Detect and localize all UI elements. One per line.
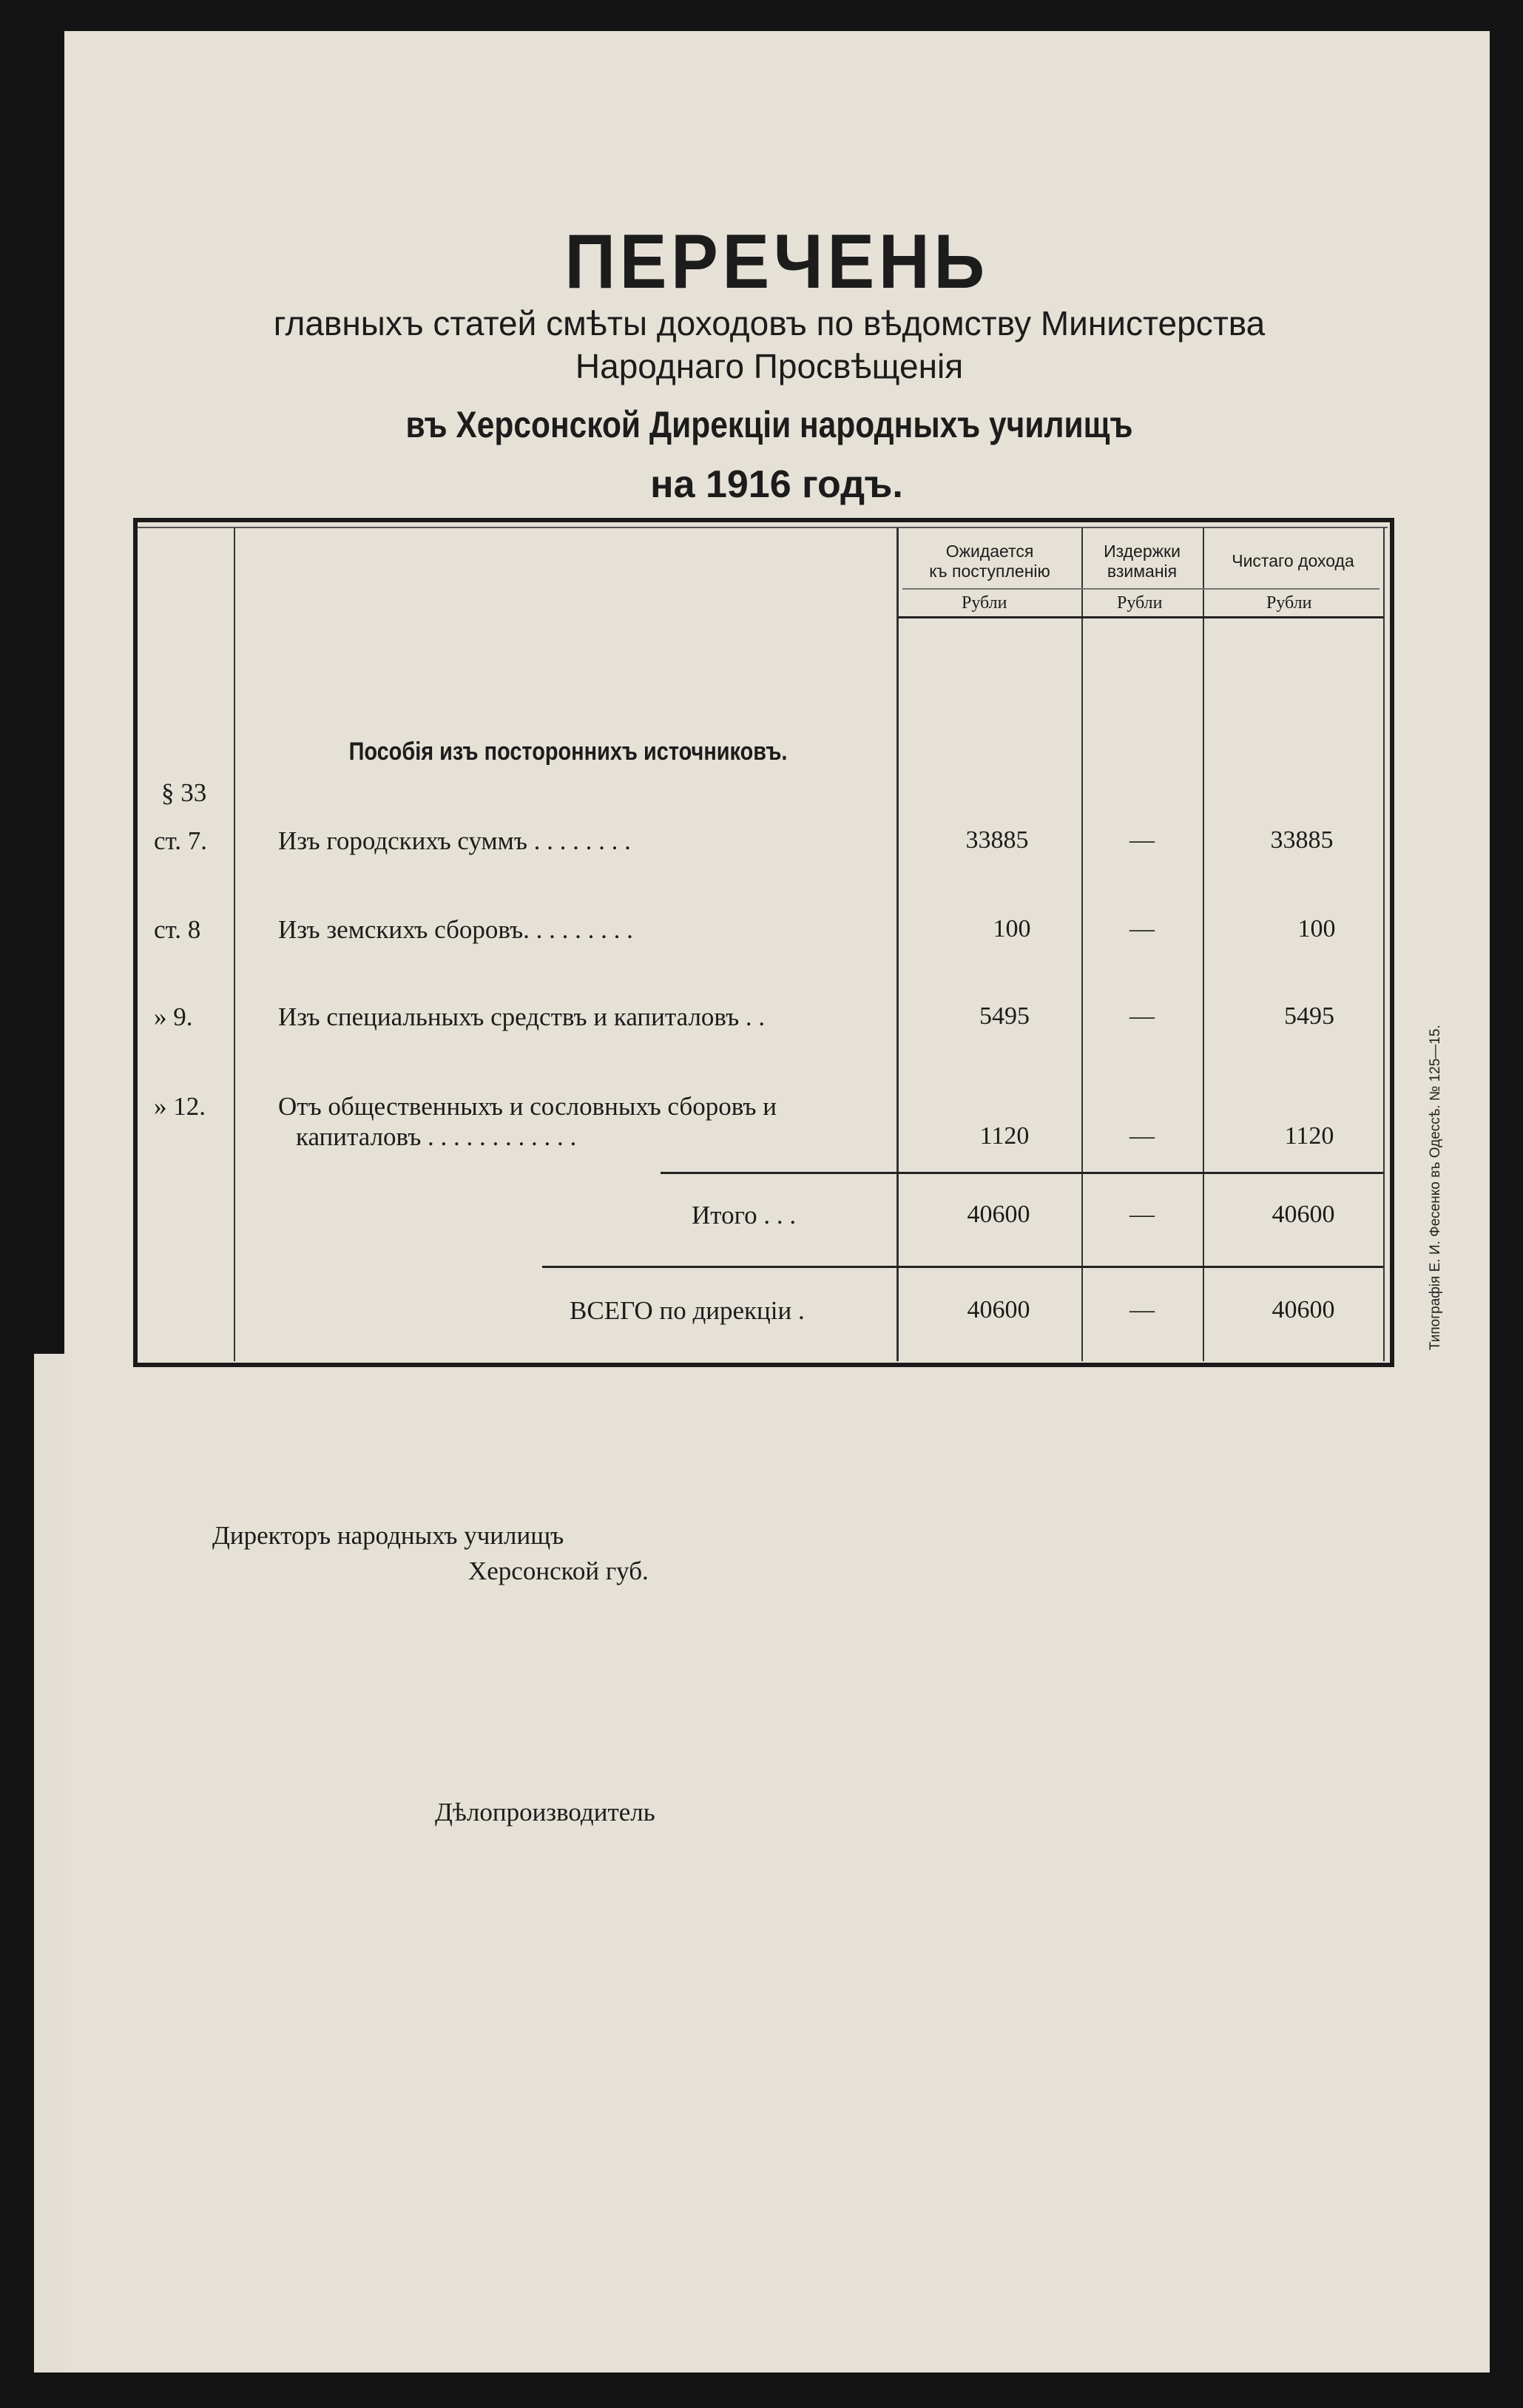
row-net: 5495 bbox=[1284, 1002, 1334, 1030]
director-signature-line-1: Директоръ народныхъ училищъ bbox=[212, 1521, 564, 1550]
col-header-net: Чистаго дохода bbox=[1232, 551, 1354, 570]
total-costs: — bbox=[1129, 1296, 1155, 1323]
row-net: 100 bbox=[1297, 915, 1336, 942]
subtitle-line-2: Народнаго Просвѣщенія bbox=[575, 347, 964, 385]
divider bbox=[661, 1172, 1383, 1174]
row-label: Изъ земскихъ сборовъ. . . . . . . . . bbox=[278, 915, 633, 944]
director-signature-line-2: Херсонской губ. bbox=[468, 1557, 649, 1585]
divider bbox=[896, 527, 899, 1361]
subtotal-label: Итого . . . bbox=[692, 1201, 797, 1230]
subtitle-line-1: главныхъ статей смѣты доходовъ по вѣдомству Министерства bbox=[273, 304, 1266, 343]
row-costs: — bbox=[1129, 915, 1155, 942]
subtotal-net: 40600 bbox=[1272, 1201, 1335, 1228]
total-label: ВСЕГО по дирекціи . bbox=[570, 1296, 805, 1325]
divider bbox=[542, 1266, 1383, 1268]
row-ref: » 12. bbox=[154, 1092, 206, 1121]
subtotal-costs: — bbox=[1129, 1201, 1155, 1228]
printer-note: Типографія Е. И. Фесенко въ Одессѣ. № 125—15. bbox=[1428, 1025, 1443, 1350]
row-expected: 100 bbox=[993, 915, 1031, 942]
divider bbox=[898, 616, 1383, 618]
row-costs: — bbox=[1129, 826, 1155, 854]
row-costs: — bbox=[1129, 1002, 1155, 1030]
row-expected: 1120 bbox=[979, 1122, 1030, 1150]
row-label-cont: капиталовъ . . . . . . . . . . . . bbox=[296, 1122, 577, 1151]
divider bbox=[1203, 527, 1204, 1361]
row-label: Изъ специальныхъ средствъ и капиталовъ . . bbox=[278, 1002, 766, 1031]
section-title: Пособія изъ постороннихъ источниковъ. bbox=[348, 738, 788, 766]
unit-label: Рубли bbox=[1266, 593, 1312, 613]
divider bbox=[1081, 527, 1083, 1361]
subtitle-line-3: въ Херсонской Дирекціи народныхъ училищъ bbox=[405, 404, 1133, 445]
row-label: Отъ общественныхъ и сословныхъ сборовъ и bbox=[278, 1092, 777, 1121]
col-header-expected: Ожидается къ поступленію bbox=[929, 542, 1050, 581]
row-label: Изъ городскихъ суммъ . . . . . . . . bbox=[278, 826, 631, 855]
subtotal-expected: 40600 bbox=[967, 1201, 1030, 1228]
total-expected: 40600 bbox=[967, 1296, 1030, 1323]
row-ref: ст. 8 bbox=[154, 915, 201, 944]
total-net: 40600 bbox=[1272, 1296, 1335, 1323]
clerk-signature: Дѣлопроизводитель bbox=[435, 1798, 655, 1827]
divider bbox=[138, 527, 1388, 528]
unit-label: Рубли bbox=[1117, 593, 1163, 613]
divider bbox=[234, 527, 235, 1361]
row-expected: 5495 bbox=[979, 1002, 1030, 1030]
section-ref: § 33 bbox=[161, 778, 207, 807]
subtitle-year: на 1916 годъ. bbox=[650, 463, 903, 506]
row-ref: » 9. bbox=[154, 1002, 193, 1031]
divider bbox=[1383, 527, 1385, 1361]
row-expected: 33885 bbox=[965, 826, 1029, 854]
row-costs: — bbox=[1129, 1122, 1155, 1150]
row-net: 33885 bbox=[1270, 826, 1334, 854]
col-header-costs: Издержки взиманія bbox=[1104, 542, 1181, 581]
document-title: ПЕРЕЧЕНЬ bbox=[564, 219, 989, 305]
unit-label: Рубли bbox=[962, 593, 1007, 613]
row-net: 1120 bbox=[1284, 1122, 1334, 1150]
divider bbox=[902, 588, 1380, 590]
row-ref: ст. 7. bbox=[154, 826, 207, 855]
